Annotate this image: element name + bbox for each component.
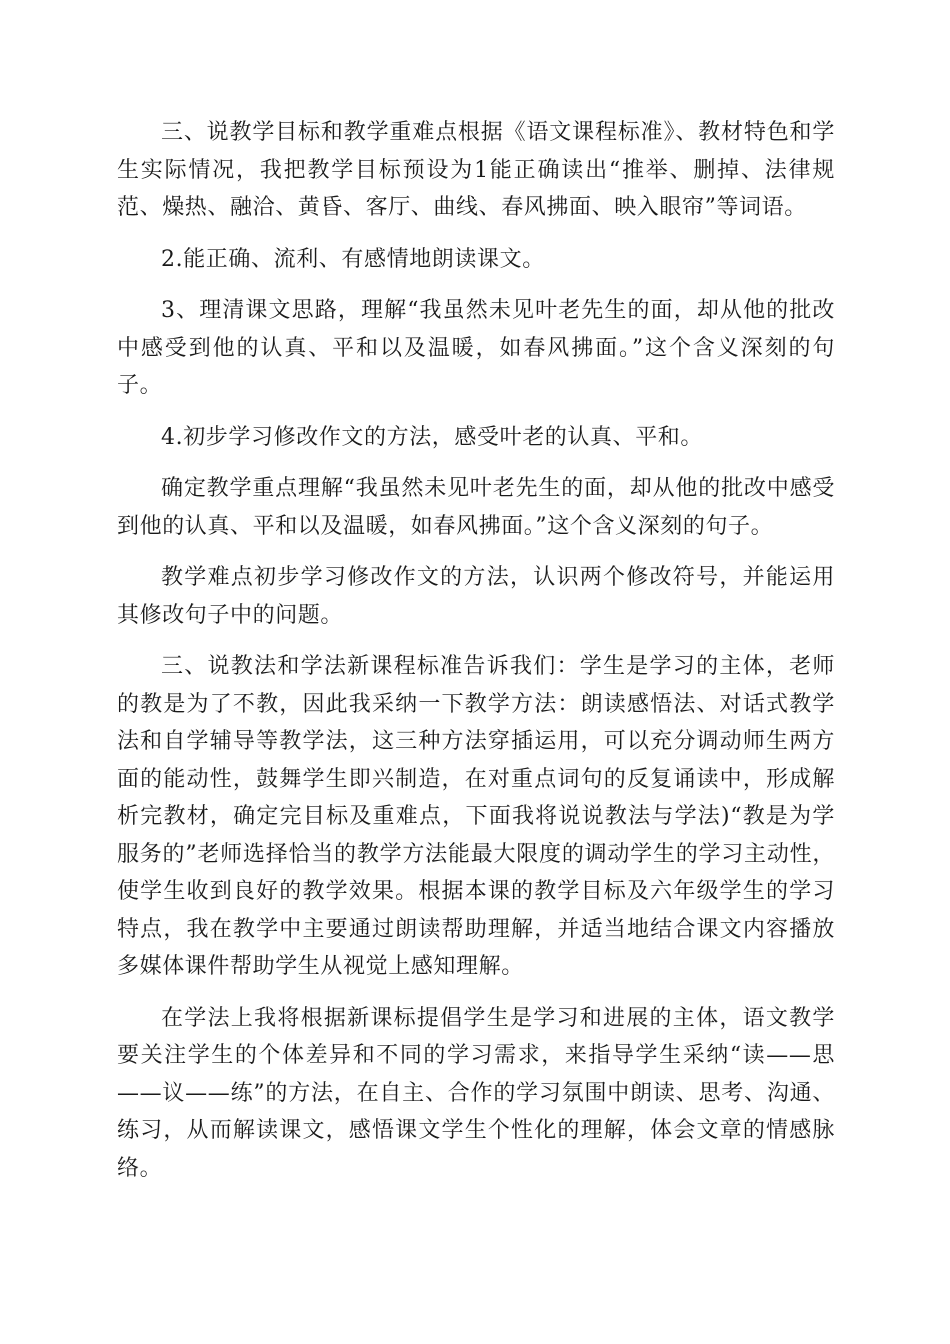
paragraph-objective-2: 2.能正确、流利、有感情地朗读课文。 <box>161 246 545 272</box>
paragraph-key-point: 确定教学重点理解“我虽然未见叶老先生的面，却从他的批改中感受到他的认真、平和以及温暖，如春风拂面。”这个含义深刻的句子。 <box>117 476 835 539</box>
paragraph-teaching-objectives: 三、说教学目标和教学重难点根据《语文课程标准》、教材特色和学生实际情况，我把教学目标预设为1能正确读出“推举、删掉、法律规范、燥热、融洽、黄昏、客厅、曲线、春风拂面、映入眼帘”等词语。 <box>117 120 835 220</box>
paragraph-difficulty: 教学难点初步学习修改作文的方法，认识两个修改符号，并能运用其修改句子中的问题。 <box>117 565 835 628</box>
paragraph-objective-4: 4.初步学习修改作文的方法，感受叶老的认真、平和。 <box>161 424 703 450</box>
document-page <box>117 114 835 1201</box>
paragraph-teaching-methods: 三、说教法和学法新课程标准告诉我们：学生是学习的主体，老师的教是为了不教，因此我采纳一下教学方法：朗读感悟法、对话式教学法和自学辅导等教学法，这三种方法穿插运用，可以充分调动师生两方面的能动性，鼓舞学生即兴制造，在对重点词句的反复诵读中，形成解析完教材，确定完目标及重难点，下面我将说说教法与学法)“教是为学服务的”老师选择恰当的教学方法能最大限度的调动学生的学习主动性，使学生收到良好的教学效果。根据本课的教学目标及六年级学生的学习特点，我在教学中主要通过朗读帮助理解，并适当地结合课文内容播放多媒体课件帮助学生从视觉上感知理解。 <box>117 654 835 979</box>
paragraph-objective-3: 3、理清课文思路，理解“我虽然未见叶老先生的面，却从他的批改中感受到他的认真、平和以及温暖，如春风拂面。”这个含义深刻的句子。 <box>117 298 835 398</box>
paragraph-learning-methods: 在学法上我将根据新课标提倡学生是学习和进展的主体，语文教学要关注学生的个体差异和不同的学习需求，来指导学生采纳“读——思——议——练”的方法，在自主、合作的学习氛围中朗读、思考、沟通、练习，从而解读课文，感悟课文学生个性化的理解，体会文章的情感脉络。 <box>117 1005 835 1181</box>
